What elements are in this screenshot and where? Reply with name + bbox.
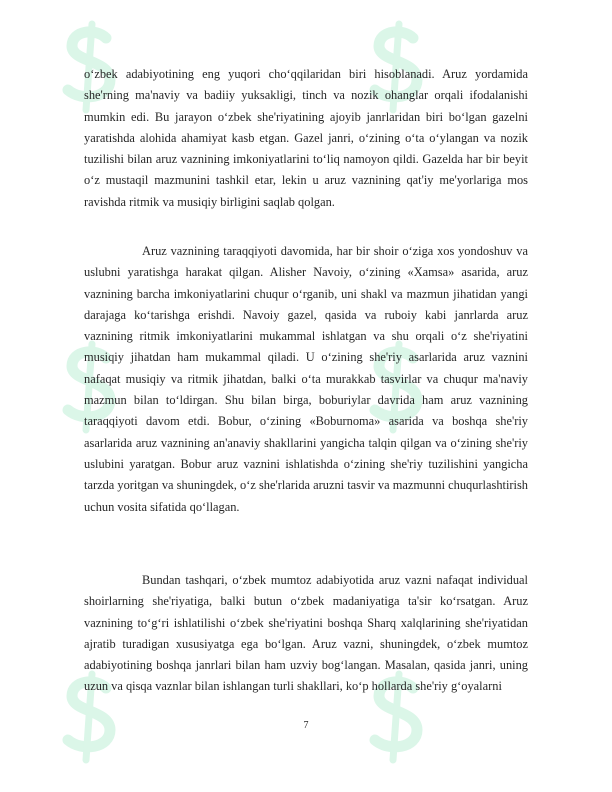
page-number: 7 — [303, 720, 309, 731]
paragraph-text: Aruz vaznining taraqqiyoti davomida, har bir shoir o‘ziga xos yondoshuv va uslubni yaratishga harakat qilgan. Alisher Navoiy, o‘zining «Xamsa» asarida, aruz vaznining barcha imkoniyatlarini chuqur o‘rganib, uni shakl va mazmun jihatidan yangi darajaga ko‘tarishga erishdi. Navoiy gazel, qasida va ruboiy kabi janrlarda aruz vaznining ritmik imkoniyatlarini mukammal ishlatgan va shu orqali o‘z she'riyatini musiqiy jihatdan ham mukammal qiladi. U o‘zining she'riy asarlarida aruz vaznini nafaqat musiqiy va ritmik jihatdan, balki o‘ta murakkab tasvirlar va chuqur ma'naviy mazmun bilan to‘ldirgan. Shu bilan birga, boburiylar davrida ham aruz vaznining taraqqiyoti davom etdi. Bobur, o‘zining «Boburnoma» asarida va boshqa she'riy asarlarida aruz vaznining an'anaviy shakllarini yangicha talqin qilgan va o‘zining she'riy uslubini yaratgan. Bobur aruz vaznini ishlatishda o‘zining she'riy tuzilishini yangicha tarzda yoritgan va shuningdek, o‘z she'rlarida aruzni tasvir va mazmunni chuqurlashtirish uchun vosita sifatida qo‘llagan. — [84, 244, 528, 514]
paragraph-text: o‘zbek adabiyotining eng yuqori cho‘qqilaridan biri hisoblanadi. Aruz yordamida she'rning ma'naviy va badiiy yuksakligi, tinch va nozik ohanglar orqali ifodalanishi mumkin edi. Bu jarayon o‘zbek she'riyatining ajoyib janrlaridan biri bo‘lgan gazelni yaratishda alohida ahamiyat kasb etgan. Gazel janri, o‘zining o‘ta o‘ylangan va nozik tuzilishi bilan aruz vaznining imkoniyatlarini to‘liq namoyon qildi. Gazelda har bir beyit o‘z mustaqil mazmunini tashkil etar, lekin u aruz vaznining qat'iy me'yorlariga mos ravishda ritmik va musiqiy birligini saqlab qolgan. — [84, 67, 528, 209]
paragraph-aruz-development — [84, 241, 528, 518]
paragraph-cultural-influence — [84, 570, 528, 698]
paragraph-continuation — [84, 64, 528, 213]
paragraph-text: Bundan tashqari, o‘zbek mumtoz adabiyotida aruz vazni nafaqat individual shoirlarning she'riyatiga, balki butun o‘zbek madaniyatiga ta'sir ko‘rsatgan. Aruz vaznining to‘g‘ri ishlatilishi o‘zbek she'riyatini boshqa Sharq xalqlarining she'riyatidan ajratib turadigan xususiyatga ega bo‘lgan. Aruz vazni, shuningdek, o‘zbek mumtoz adabiyotining boshqa janrlari bilan ham uzviy bog‘langan. Masalan, qasida janri, uning uzun va qisqa vaznlar bilan ishlangan turli shakllari, ko‘p hollarda she'riy g‘oyalarni — [84, 573, 528, 694]
